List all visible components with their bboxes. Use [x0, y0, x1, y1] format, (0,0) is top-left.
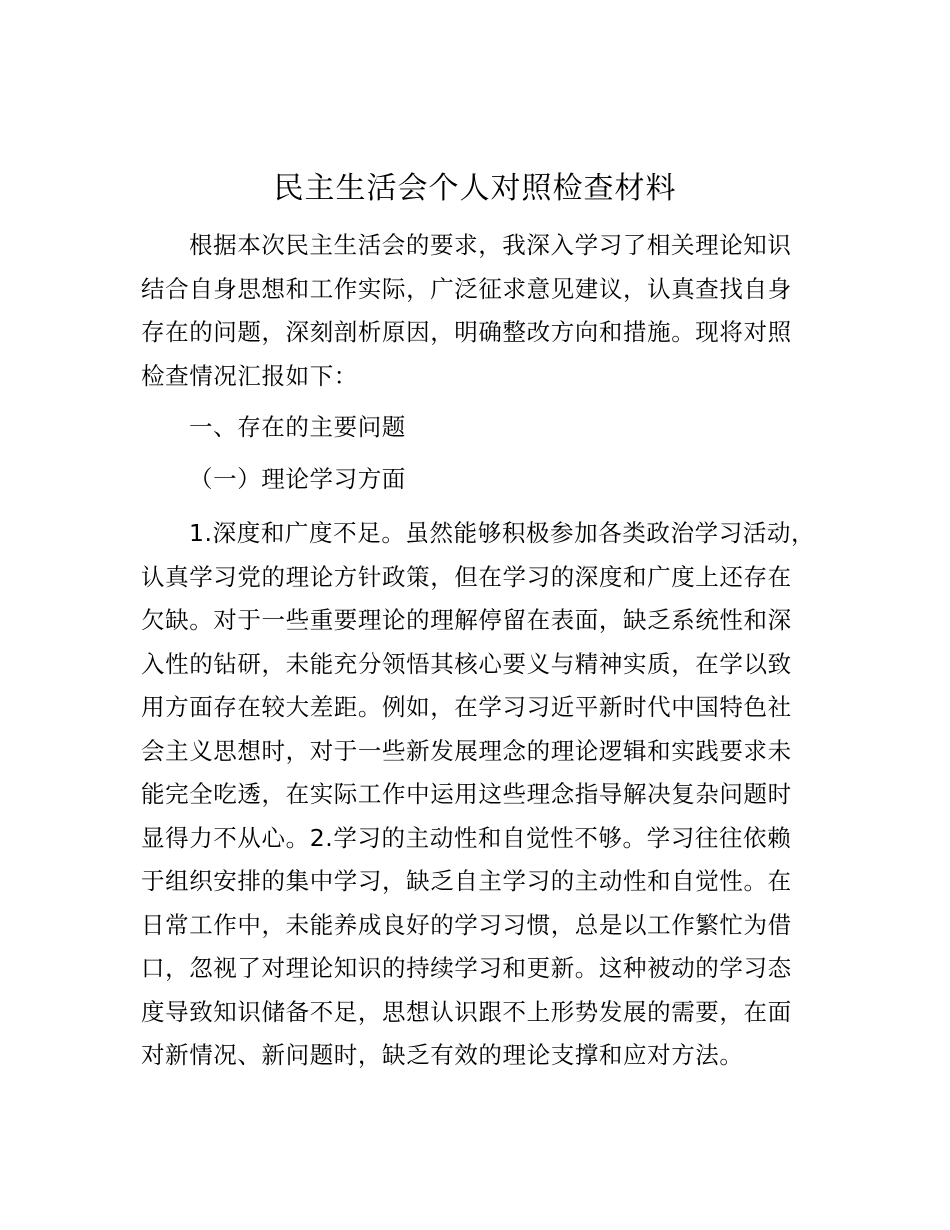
- paragraph-line: 会主义思想时，对于一些新发展理念的理论逻辑和实践要求未: [141, 736, 792, 765]
- paragraph-line: 认真学习党的理论方针政策，但在学习的深度和广度上还存在: [141, 562, 792, 591]
- section-heading: [141, 406, 831, 450]
- document-title: 民主生活会个人对照检查材料: [273, 171, 677, 206]
- paragraph-line: 于组织安排的集中学习，缺乏自主学习的主动性和自觉性。在: [141, 867, 792, 895]
- paragraph-line: 欠缺。对于一些重要理论的理解停留在表面，缺乏系统性和深: [141, 606, 792, 634]
- body-paragraph: [141, 512, 831, 1078]
- paragraph-line: 日常工作中，未能养成良好的学习习惯，总是以工作繁忙为借: [141, 910, 792, 939]
- paragraph-line: 入性的钻研，未能充分领悟其核心要义与精神实质，在学以致: [141, 649, 792, 678]
- paragraph-line: 用方面存在较大差距。例如，在学习习近平新时代中国特色社: [141, 693, 792, 721]
- paragraph-line: 口，忽视了对理论知识的持续学习和更新。这种被动的学习态: [141, 954, 792, 982]
- intro-line: 检查情况汇报如下：: [141, 361, 358, 390]
- section-heading-text: 一、存在的主要问题: [189, 413, 406, 441]
- paragraph-line: 显得力不从心。2.学习的主动性和自觉性不够。学习往往依赖: [141, 823, 792, 852]
- paragraph-line: 能完全吃透，在实际工作中运用这些理念指导解决复杂问题时: [141, 780, 792, 808]
- intro-paragraph: [141, 224, 831, 398]
- paragraph-line: 对新情况、新问题时，缺乏有效的理论支撑和应对方法。: [141, 1041, 744, 1069]
- subsection-heading-text: （一）理论学习方面: [189, 465, 406, 493]
- intro-line: 存在的问题，深刻剖析原因，明确整改方向和措施。现将对照: [141, 318, 792, 346]
- intro-line: 根据本次民主生活会的要求，我深入学习了相关理论知识: [189, 231, 792, 259]
- subsection-heading: [141, 458, 831, 502]
- paragraph-line: 度导致知识储备不足，思想认识跟不上形势发展的需要，在面: [141, 997, 792, 1026]
- intro-line: 结合自身思想和工作实际，广泛征求意见建议，认真查找自身: [141, 274, 792, 303]
- paragraph-line: 1.深度和广度不足。虽然能够积极参加各类政治学习活动，: [189, 519, 816, 547]
